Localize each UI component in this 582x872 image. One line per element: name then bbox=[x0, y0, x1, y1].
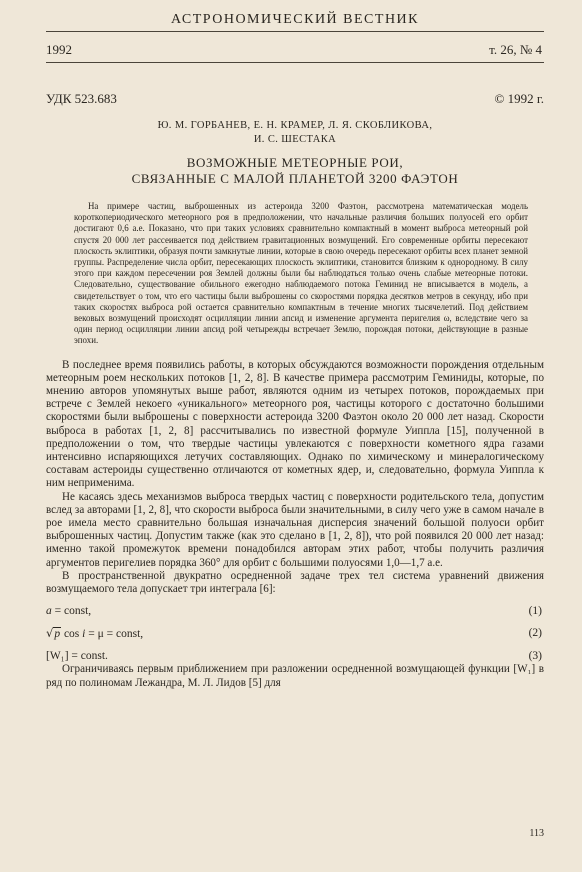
abstract bbox=[74, 201, 528, 347]
udc-line bbox=[46, 91, 544, 107]
body-paragraph-4: Ограничиваясь первым приближением при разложении осредненной возмущающей функции [W₁] в ряд по полиномам Лежандра, М. Л. Лидов [5] для bbox=[46, 663, 544, 689]
body-paragraph-1: В последнее время появились работы, в которых обсуждаются возможности порождения отдельным метеорным роем нескольких потоков [1, 2, 8]. В качестве примера рассмотрим Геминиды, которые, по мнению авторов упомянутых выше работ, являются одним из четырех потоков, порождаемых при встрече с Землей некоего «уникального» метеорного роя, частицы которого с достаточно большими скоростями были выброшены с поверхности астероида 3200 Фаэтон около 20 000 лет назад. Скорости выброса в работах [1, 2, 8] рассчитывались по известной формуле Уиппла [15], полученной в предположении о том, что твердые частицы увлекаются с поверхности кометного ядра газами интенсивно испаряющихся летучих составляющих. Однако по химическому и минералогическому составам астероиды существенно отличаются от кометных ядер, и, следовательно, формула Уиппла к ним неприменима. bbox=[46, 358, 544, 490]
journal-title: АСТРОНОМИЧЕСКИЙ ВЕСТНИК bbox=[170, 12, 420, 27]
abstract-text: На примере частиц, выброшенных из астероида 3200 Фаэтон, рассмотрена математическая модель короткопериодического метеорного роя в предположении, что начальные различия больших полуосей его орбит достигают 0,6 а.е. Показано, что при таких условиях сравнительно компактный в момент выброса метеорный рой спустя 20 000 лет рассеивается под действием гравитационных возмущений. Его современные орбиты пересекают плоскость эклиптики, образуя почти замкнутые линии, которые в свою очередь пересекают орбиты всех планет земной группы. Распределение числа орбит, пересекающих плоскость эклиптики, становится близким к однородному. В силу этого при каждом пересечении роя Землей должны были бы наблюдаться только очень слабые метеорные потоки. Следовательно, существование обильного ежегодно наблюдаемого потока Геминид не вписывается в модель, а свидетельствует о том, что его частицы были выброшены со скоростями порядка десятков метров в секунду, ибо при таких скоростях выброса рой остается сравнительно компактным в течение многих тысячелетий. Под действием вековых возмущений происходят осцилляции линии апсид и изменение аргумента перигелия ω, вследствие чего за один период осцилляции линии апсид рой четырежды встречает Землю, порождая потоки, действующие в разные эпохи. bbox=[74, 201, 528, 346]
equation-2-expression: √p cos i = μ = const, bbox=[46, 626, 144, 641]
article-body bbox=[46, 359, 544, 690]
article-title bbox=[46, 155, 544, 187]
header-rule bbox=[46, 31, 544, 32]
copyright: © 1992 г. bbox=[494, 91, 544, 106]
title-line-2: СВЯЗАННЫЕ С МАЛОЙ ПЛАНЕТОЙ 3200 ФАЭТОН bbox=[131, 171, 459, 186]
equation-3-expression: [W₁] = const. bbox=[46, 650, 108, 663]
equation-1-number: (1) bbox=[528, 605, 542, 618]
issue-line bbox=[46, 42, 544, 58]
equation-3 bbox=[46, 650, 544, 663]
equation-1-expression: a = const, bbox=[46, 605, 92, 618]
equation-1 bbox=[46, 605, 544, 618]
udc-code: УДК 523.683 bbox=[46, 91, 117, 106]
title-line-1: ВОЗМОЖНЫЕ МЕТЕОРНЫЕ РОИ, bbox=[186, 155, 404, 170]
issue-year: 1992 bbox=[46, 42, 72, 57]
body-paragraph-3: В пространственной двукратно осредненной задаче трех тел система уравнений движения возмущаемого тела допускает три интеграла [6]: bbox=[46, 569, 544, 596]
equation-3-number: (3) bbox=[528, 650, 542, 663]
page-number: 113 bbox=[529, 828, 544, 839]
issue-volume: т. 26, № 4 bbox=[489, 42, 542, 57]
issue-rule bbox=[46, 62, 544, 63]
equation-2-number: (2) bbox=[528, 627, 542, 640]
body-paragraph-2: Не касаясь здесь механизмов выброса твердых частиц с поверхности родительского тела, допустим вслед за авторами [1, 2, 8], что скорости выброса были значительными, в силу чего уже в самом начале в рое имела место сравнительно большая изначальная дисперсия значений большой полуоси орбит выброшенных частиц. Допустим также (как это сделано в [1, 2, 8]), что рой появился 20 000 лет назад: именно такой промежуток времени понадобился авторам этих работ, чтобы получить различия аргументов перигелиев порядка 360° для орбит с большими полуосями 1,0—1,7 а.е. bbox=[46, 490, 544, 569]
equation-2 bbox=[46, 627, 544, 641]
authors-line-1: Ю. М. ГОРБАНЕВ, Е. Н. КРАМЕР, Л. Я. СКОБЛИКОВА, bbox=[157, 120, 433, 131]
authors-line-2: И. С. ШЕСТАКА bbox=[253, 134, 337, 145]
authors bbox=[46, 119, 544, 147]
